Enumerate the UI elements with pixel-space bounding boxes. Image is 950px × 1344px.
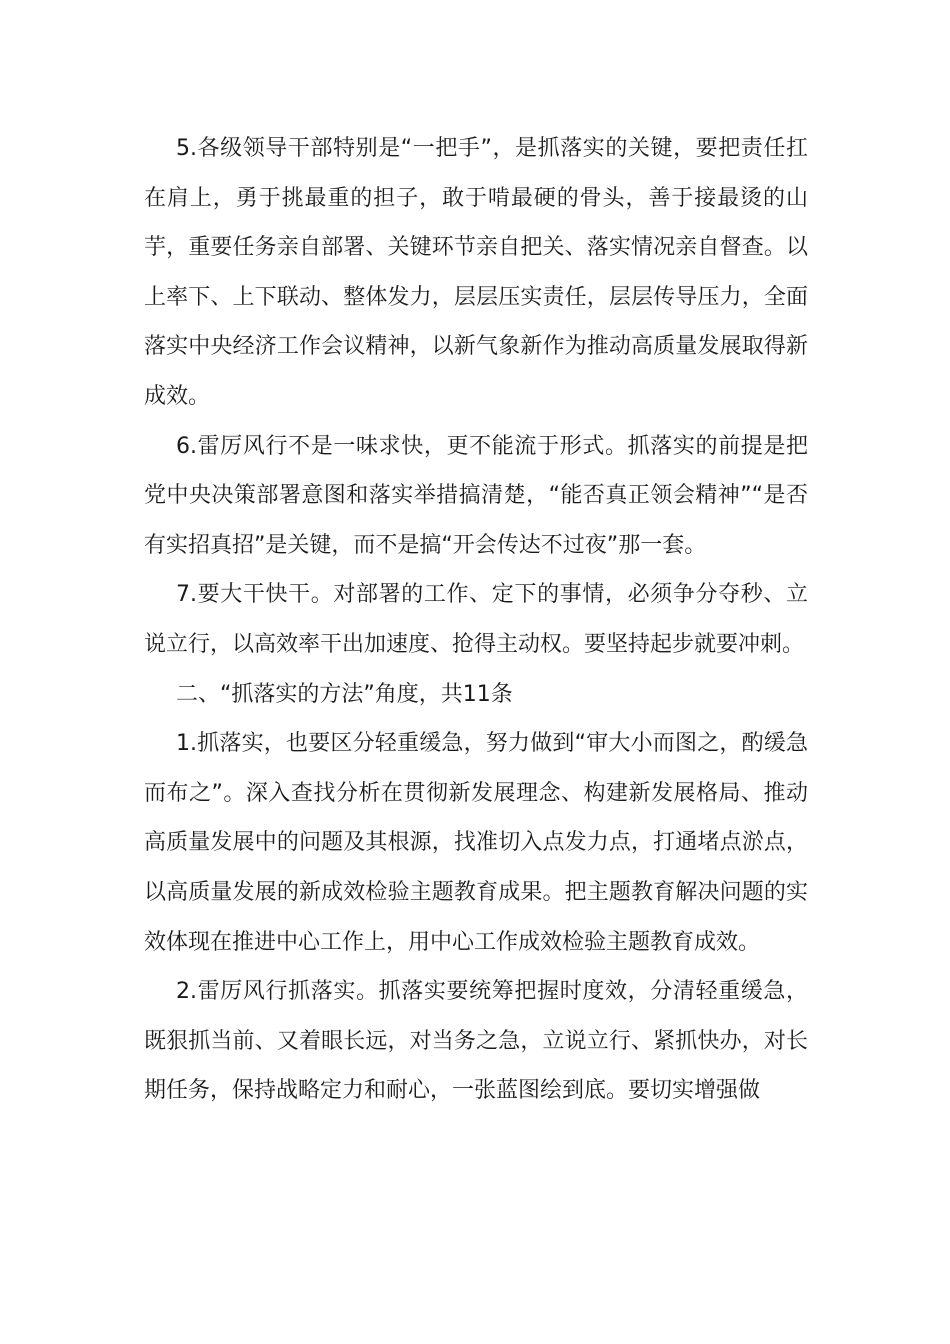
paragraph-item-7: 7.要大干快干。对部署的工作、定下的事情，必须争分夺秒、立说立行，以高效率干出加速度、抢得主动权。要坚持起步就要冲刺。 <box>144 582 808 657</box>
paragraph-method-1: 1.抓落实，也要区分轻重缓急，努力做到“审大小而图之，酌缓急而布之”。深入查找分析在贯彻新发展理念、构建新发展格局、推动高质量发展中的问题及其根源，找准切入点发力点，打通堵点淤点，以高质量发展的新成效检验主题教育成果。把主题教育解决问题的实效体现在推进中心工作上，用中心工作成效检验主题教育成效。 <box>144 731 808 955</box>
paragraph-item-5: 5.各级领导干部特别是“一把手”，是抓落实的关键，要把责任扛在肩上，勇于挑最重的担子，敢于啃最硬的骨头，善于接最烫的山芋，重要任务亲自部署、关键环节亲自把关、落实情况亲自督查。以上率下、上下联动、整体发力，层层压实责任，层层传导压力，全面落实中央经济工作会议精神，以新气象新作为推动高质量发展取得新成效。 <box>144 136 808 409</box>
paragraph-item-6: 6.雷厉风行不是一味求快，更不能流于形式。抓落实的前提是把党中央决策部署意图和落实举措搞清楚，“能否真正领会精神”“是否有实招真招”是关键，而不是搞“开会传达不过夜”那一套。 <box>144 433 808 558</box>
paragraph-method-2: 2.雷厉风行抓落实。抓落实要统筹把握时度效，分清轻重缓急，既狠抓当前、又着眼长远，对当务之急，立说立行、紧抓快办，对长期任务，保持战略定力和耐心，一张蓝图绘到底。要切实增强做 <box>144 979 808 1104</box>
section-heading: 二、“抓落实的方法”角度，共11条 <box>176 681 513 707</box>
document-body <box>144 124 808 1116</box>
